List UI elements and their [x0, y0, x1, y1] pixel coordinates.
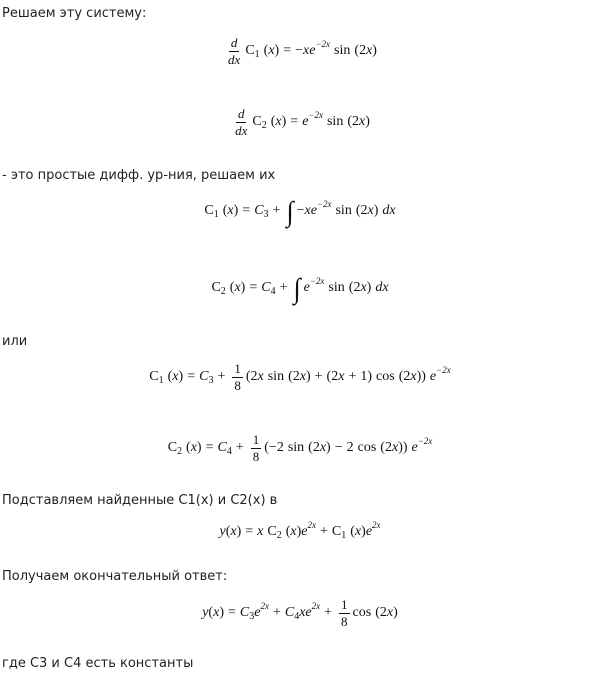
equation-6: C 2 ( x ) = C 4 + $\frac{1}{8}$ (− 2 sin ( 2 x ) − 2 cos ( 2 x )) e −2x	[167, 432, 433, 464]
one-eighth-fraction: $\frac{1}{8}$	[234, 361, 241, 393]
equation-1: $\frac{d}{dx}$ C 1 ( x ) = − x e −2x sin ( 2 x )	[228, 35, 377, 67]
equation-3: C 1 ( x ) = C 3 + ∫ − x e −2x sin ( 2 x ) dx	[204, 195, 396, 228]
equation-5: C 1 ( x ) = C 3 + $\frac{1}{8}$ ( 2 x sin ( 2 x ) + ( 2 x + 1 ) cos ( 2 x )) e −2x	[149, 361, 451, 393]
equation-2: $\frac{d}{dx}$ C 2 ( x ) = e −2x sin ( 2 x )	[235, 106, 370, 138]
diff-eq-note: - это простые дифф. ур-ния, решаем их	[2, 168, 276, 183]
derivative-fraction: $\frac{d}{dx}$	[235, 106, 248, 138]
one-eighth-fraction: $\frac{1}{8}$	[341, 597, 348, 629]
final-answer-text: Получаем окончательный ответ:	[2, 569, 228, 584]
intro-text: Решаем эту систему:	[2, 6, 147, 21]
integral-sign: ∫	[293, 272, 301, 305]
one-eighth-fraction: $\frac{1}{8}$	[252, 432, 260, 464]
equation-4: C 2 ( x ) = C 4 + ∫ e −2x sin ( 2 x ) dx	[211, 272, 389, 305]
substitute-text: Подставляем найденные C1(x) и C2(x) в	[2, 493, 278, 508]
equation-8: y ( x ) = C 3 e 2x + C 4 x e 2x + $\frac{1}{8}$ cos ( 2 x )	[202, 597, 398, 629]
equation-7: y ( x ) = x C 2 ( x ) e 2x + C 1 ( x ) e 2x	[219, 519, 381, 541]
or-text: или	[2, 334, 28, 349]
integral-sign: ∫	[286, 195, 294, 228]
constants-note: где C3 и C4 есть константы	[2, 656, 194, 671]
derivative-fraction: $\frac{d}{dx}$	[228, 35, 241, 67]
